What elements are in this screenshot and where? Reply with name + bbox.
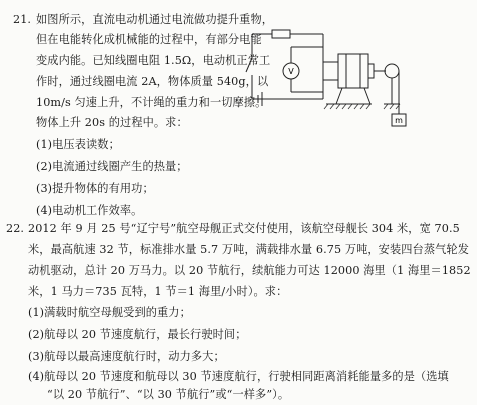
q21-number: 21.: [13, 13, 32, 26]
q21-sub-question: (2)电流通过线圈产生的热量；: [36, 160, 188, 173]
q22-sub-question: “以 20 节航行”、“以 30 节航行”或“一样多”）。: [47, 388, 290, 401]
pulley: [385, 64, 399, 78]
motor-circuit-diagram: [0, 0, 477, 140]
motor-body: [338, 54, 368, 88]
q22-text-line: 2012 年 9 月 25 号“辽宁号”航空母舰正式交付使用，该航空母舰长 304 米，宽 70.5: [28, 222, 460, 235]
q21-sub-question: (3)提升物体的有用功；: [36, 182, 154, 195]
q22-sub-question: (4)航母以 20 节速度和航母以 30 节速度航行，行驶相同距离消耗能量多的是（选填: [28, 370, 449, 383]
q22-text-line: 米，最高航速 32 节，标准排水量 5.7 万吨，满载排水量 6.75 万吨，安装四台蒸气轮发: [28, 243, 469, 256]
q21-text-line: 如图所示，直流电动机通过电流做功提升重物，: [36, 13, 274, 26]
mass-label: m: [395, 116, 403, 125]
q22-sub-question: (1)满载时航空母舰受到的重力；: [28, 306, 191, 319]
q21-sub-question: (1)电压表读数；: [36, 138, 120, 151]
q21-text-line: 变成内能。已知线圈电阻 1.5Ω，电动机正常工: [36, 54, 271, 67]
q21-text-line: 作时，通过线圈电流 2A，物体质量 540g，以: [36, 75, 269, 88]
q22-sub-question: (3)航母以最高速度航行时，动力多大；: [28, 350, 225, 363]
q22-text-line: 米，1 马力＝735 瓦特，1 节＝1 海里/小时）。求：: [28, 285, 288, 298]
q21-text-line: 物体上升 20s 的过程中。求：: [36, 116, 188, 129]
q22-sub-question: (2)航母以 20 节速度航行，最长行驶时间；: [28, 328, 247, 341]
q21-sub-question: (4)电动机工作效率。: [36, 204, 143, 217]
resistor: [272, 30, 290, 38]
voltmeter-symbol: V: [288, 67, 294, 76]
q21-text-line: 10m/s 匀速上升，不计绳的重力和一切摩擦。: [36, 96, 267, 109]
q22-number: 22.: [6, 222, 25, 235]
q22-text-line: 动机驱动，总计 20 万马力。以 20 节航行，续航能力可达 12000 海里（1 海里＝1852: [28, 264, 471, 277]
switch: [246, 58, 252, 72]
q21-text-line: 但在电能转化成机械能的过程中，有部分电能: [36, 33, 262, 46]
